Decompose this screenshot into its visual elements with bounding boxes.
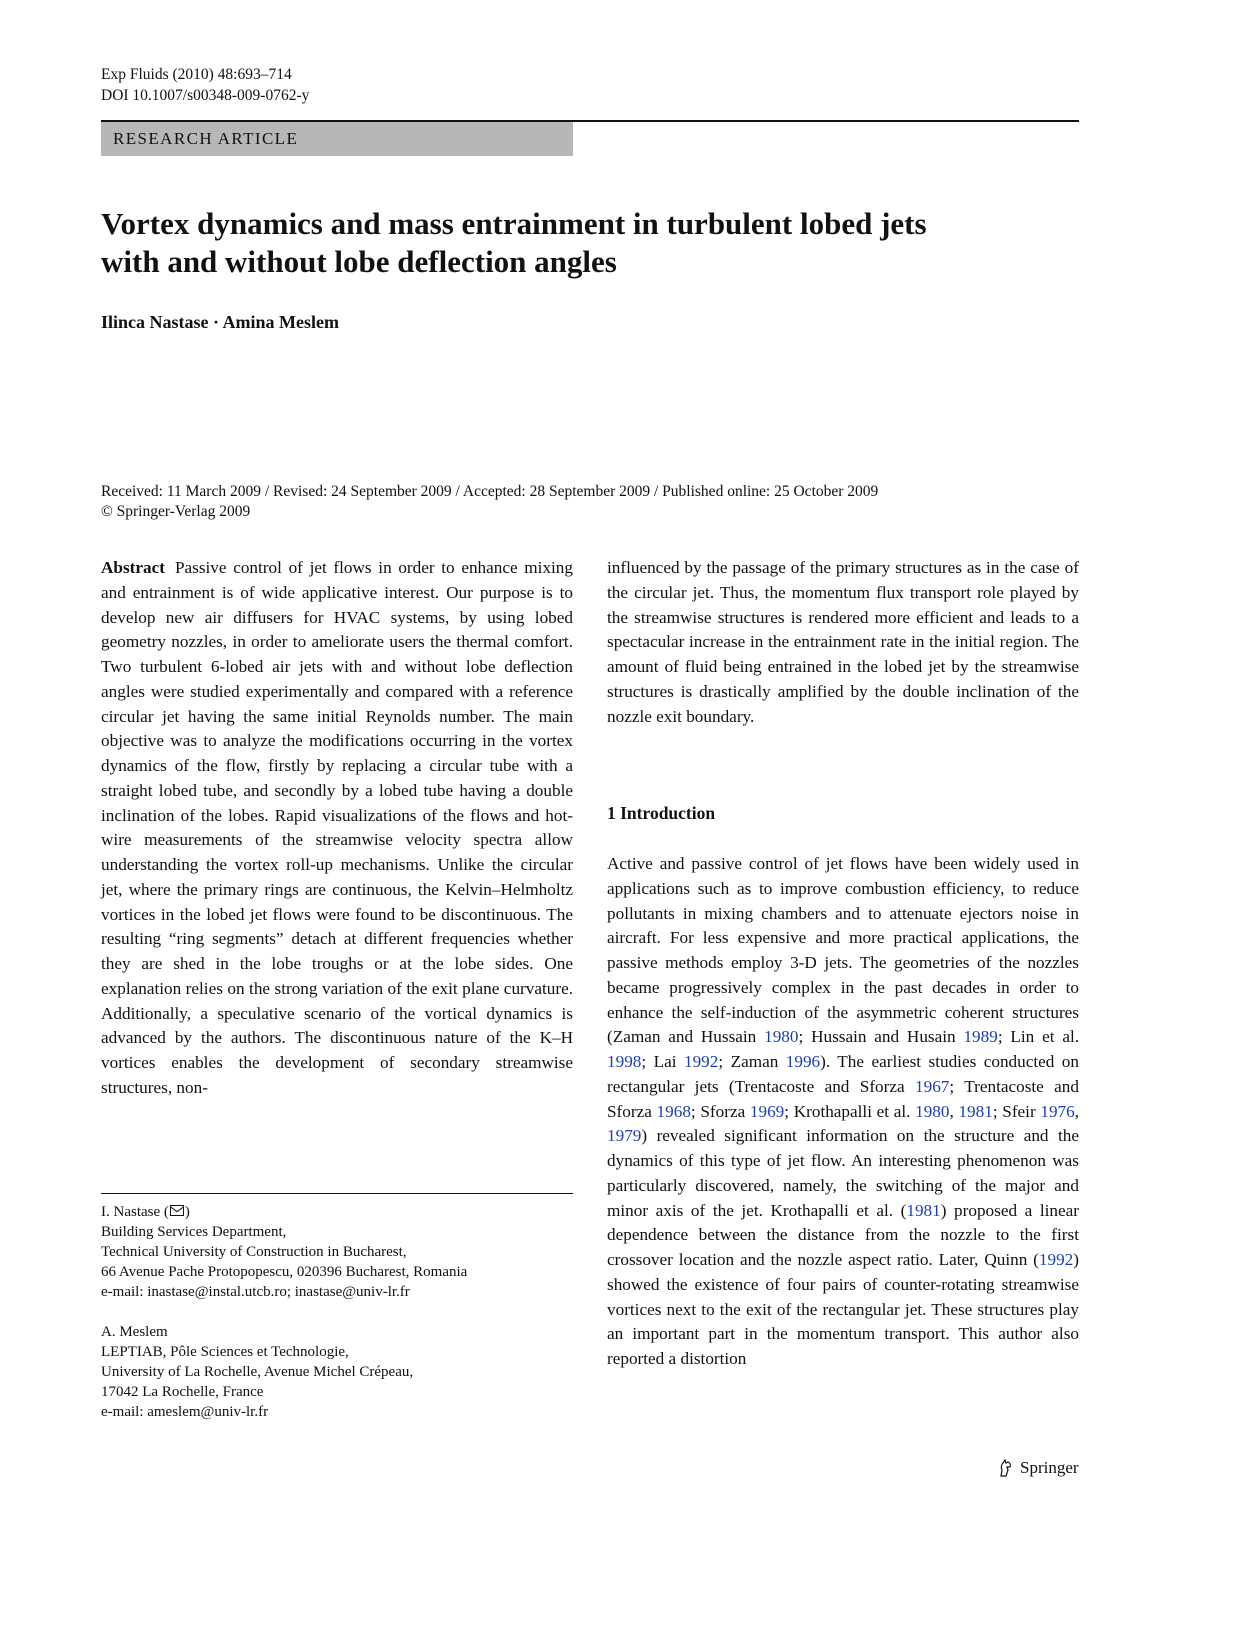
affiliation-name: I. Nastase ( ) [101, 1204, 190, 1220]
abstract [101, 556, 573, 1101]
envelope-icon [170, 1205, 184, 1216]
springer-horse-icon [996, 1458, 1016, 1478]
doi[interactable]: DOI 10.1007/s00348-009-0762-y [101, 87, 310, 104]
citation-link[interactable]: 1968 [656, 1101, 691, 1121]
affiliation-line: Building Services Department, [101, 1224, 287, 1240]
authors: Ilinca Nastase · Amina Meslem [101, 312, 339, 332]
article-title [101, 205, 1081, 281]
affiliation-line: LEPTIAB, Pôle Sciences et Technologie, [101, 1344, 349, 1360]
abstract-text: Passive control of jet flows in order to enhance mixing and entrainment is of wide applicative interest. Our purpose is to develop new air diffusers for HVAC systems, by using lobed geometry nozzles, in order to ameliorate users the thermal comfort. Two turbulent 6-lobed air jets with and without lobe deflection angles were studied experimentally and compared with a reference circular jet having the same initial Reynolds number. The main objective was to analyze the modifications occurring in the vortex dynamics of the flow, firstly by replacing a circular tube with a straight lobed tube, and secondly by a lobed tube having a double inclination of the lobes. Rapid visualizations of the flows and hot-wire measurements of the streamwise velocity spectra allow understanding the vortex roll-up mechanisms. Unlike the circular jet, where the primary rings are continuous, the Kelvin–Helmholtz vortices in the lobed jet flows were found to be discontinuous. The resulting “ring segments” detach at different frequencies whether they are shed in the lobe troughs or at the lobe sides. One explanation relies on the strong variation of the exit plane curvature. Additionally, a speculative scenario of the vortical dynamics is advanced by the authors. The discontinuous nature of the K–H vortices enables the development of secondary streamwise structures, non- [101, 558, 573, 1097]
introduction-paragraph: Active and passive control of jet flows have been widely used in applications such as to improve combustion efficiency, to reduce pollutants in mixing chambers and to attenuate ejectors noise in aircraft. For less expensive and more practical applications, the passive methods employ 3-D jets. The geometries of the nozzles became progressively complex in the past decades in order to enhance the self-induction of the asymmetric coherent structures (Zaman and Hussain 1980; Hussain and Husain 1989; Lin et al. 1998; Lai 1992; Zaman 1996). The earliest studies conducted on rectangular jets (Trentacoste and Sforza 1967; Trentacoste and Sforza 1968; Sforza 1969; Krothapalli et al. 1980, 1981; Sfeir 1976, 1979) revealed significant information on the structure and the dynamics of this type of jet flow. An interesting phenomenon was particularly discovered, namely, the switching of the major and minor axis of the jet. Krothapalli et al. (1981) proposed a linear dependence between the distance from the nozzle to the first crossover location and the nozzle aspect ratio. Later, Quinn (1992) showed the existence of four pairs of counter-rotating streamwise vortices next to the exit of the rectangular jet. These structures play an important part in the momentum transport. This author also reported a distortion [607, 854, 1080, 1368]
publisher-name: Springer [1020, 1458, 1079, 1477]
citation-link[interactable]: 1992 [683, 1052, 719, 1071]
affiliation-line: Technical University of Construction in Bucharest, [101, 1244, 407, 1260]
journal-info [101, 64, 309, 106]
affiliation-rule [101, 1193, 573, 1194]
affiliation-name: A. Meslem [101, 1324, 168, 1340]
abstract-continuation-text: influenced by the passage of the primary structures as in the case of the circular jet. Thus, the momentum flux transport role played by the streamwise structures is rendered more efficient and leads to a spectacular increase in the entrainment rate in the initial region. The amount of fluid being entrained in the lobed jet by the streamwise structures is drastically amplified by the double inclination of the nozzle exit boundary. [607, 558, 1079, 726]
dates-line: Received: 11 March 2009 / Revised: 24 September 2009 / Accepted: 28 September 2009 / Published online: 25 October 2009 [101, 483, 879, 500]
citation-link[interactable]: 1976 [1040, 1101, 1075, 1121]
affiliation-line: 66 Avenue Pache Protopopescu, 020396 Bucharest, Romania [101, 1264, 468, 1280]
citation-link[interactable]: 1981 [906, 1200, 941, 1220]
citation-link[interactable]: 1980 [915, 1101, 950, 1121]
journal-citation: Exp Fluids (2010) 48:693–714 [101, 66, 292, 83]
publisher-footer [996, 1458, 1079, 1478]
article-type-banner: RESEARCH ARTICLE [101, 122, 573, 156]
affiliation-line: 17042 La Rochelle, France [101, 1384, 264, 1400]
citation-link[interactable]: 1980 [764, 1027, 799, 1047]
affiliation-nastase [101, 1202, 581, 1302]
citation-link[interactable]: 1996 [785, 1052, 821, 1071]
section-heading-introduction: 1 Introduction [607, 803, 716, 823]
citation-link[interactable]: 1979 [607, 1126, 642, 1146]
citation-link[interactable]: 1967 [915, 1076, 950, 1096]
introduction-body [607, 852, 1079, 1372]
citation-link[interactable]: 1992 [1038, 1250, 1074, 1269]
citation-link[interactable]: 1969 [749, 1101, 785, 1121]
title-line-2: with and without lobe deflection angles [101, 244, 617, 279]
copyright: © Springer-Verlag 2009 [101, 503, 251, 520]
affiliation-email[interactable]: e-mail: inastase@instal.utcb.ro; inastase@univ-lr.fr [101, 1284, 410, 1300]
title-line-1: Vortex dynamics and mass entrainment in turbulent lobed jets [101, 206, 927, 241]
publication-dates [101, 482, 1081, 522]
citation-link[interactable]: 1989 [963, 1027, 998, 1047]
citation-link[interactable]: 1998 [607, 1052, 642, 1071]
affiliation-line: University of La Rochelle, Avenue Michel Crépeau, [101, 1364, 414, 1380]
abstract-heading: Abstract [101, 558, 165, 577]
citation-link[interactable]: 1981 [958, 1101, 993, 1121]
affiliation-meslem [101, 1322, 581, 1422]
affiliation-email[interactable]: e-mail: ameslem@univ-lr.fr [101, 1404, 269, 1420]
abstract-continuation [607, 556, 1079, 729]
